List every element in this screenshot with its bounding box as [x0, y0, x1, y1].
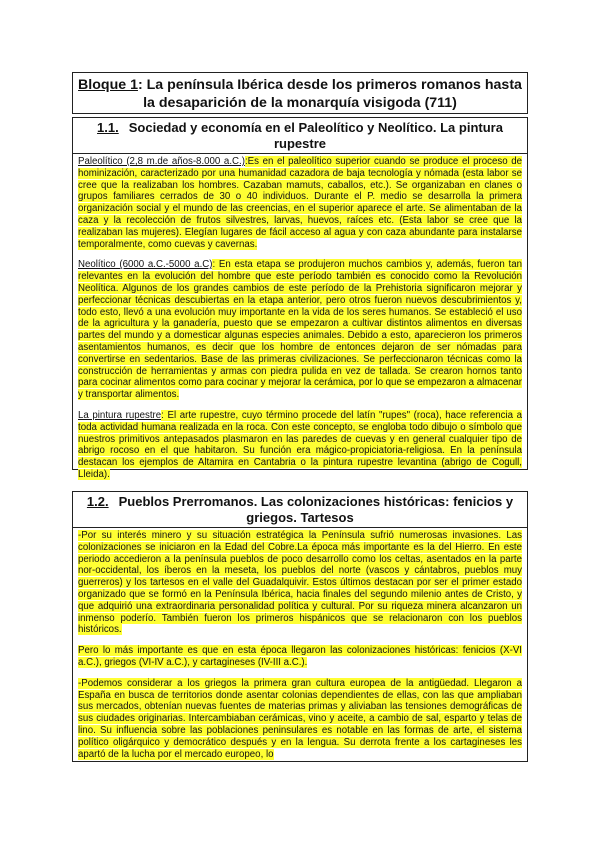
griegos-text: -Podemos considerar a los griegos la primera gran cultura europea de la antigüedad. Llegaron a España en busca de territorios donde asentar colonias dependientes de ellas, con las que ampliaban sus mercados, obtenían nuevas fuentes de materias primas y aliviaban las tensiones demográficas de sus ciudades originarias. Intercambiaban cerámicas, vino y aceite, a cambio de sal, esparto y telas de lino. Su influencia sobre las poblaciones peninsulares es notable en las formas de arte, el sistema político oligárquico y democrático después y en la lengua. Su derrota frente a los cartagineses les apartó de la lucha por el mercado europeo, lo [78, 677, 522, 760]
section-heading-text: Pueblos Prerromanos. Las colonizaciones históricas: fenicios y griegos. Tartesos [118, 494, 514, 525]
neolitico-text: : En esta etapa se produjeron muchos cambios y, además, fueron tan relevantes en la evolución del hombre que este período también es conocido como la Revolución Neolítica. Algunos de los grandes cambios de este período de la Prehistoria significaron mejorar y perfeccionar técnicas descubiertas en la etapa anterior, pero otros fueron nuevos descubrimientos y, todo esto, llevó a una evolución muy importante en la vida de los seres humanos. Se estableció el uso de la agricultura y la ganadería, puesto que se empezaron a cultivar distintos alimentos en diversas partes del mundo y a domesticar algunas especies animales. Debido a esto, aparecieron los primeros asentamientos humanos, es decir que los hombre de entonces dejaron de ser nómadas para convertirse en sedentarios. Base de las primeras civilizaciones. Se perfeccionaron técnicas como la construcción de herramientas y armas con piedra pulida en vez de tallada. Se crearon hornos tanto para cocinar alimentos como para cocinar y mejorar la cerámica, por lo que se empezaron a almacenar y transportar alimentos. [78, 259, 522, 401]
paragraph-paleolitico [78, 156, 522, 250]
section-body [73, 528, 527, 760]
paleolitico-text: :Es en el paleolítico superior cuando se produce el proceso de hominización, caracterizado por una humanidad cazadora de baja tecnología y nómada (esta labor se cree que la realizaban los hombres. Cazaban mamuts, caballos, etc.). Se organizaban en clanes o grupos familiares cerrados de 30 o 40 individuos. Durante el P. medio se desarrolla la primera organización social y el mundo de las creencias, en el superior aparece el arte. Se alimentaban de la caza y la recolección de frutos silvestres, larvas, huevos, raíces etc. (Esta labor se cree que la realizaban las mujeres). Elegían lugares de fácil acceso al agua y con caza abundante para instalarse temporalmente, como cuevas y cavernas. [78, 156, 522, 250]
block-label: Bloque 1 [78, 77, 138, 93]
section-pueblos-prerromanos [72, 491, 528, 762]
pintura-text: : El arte rupestre, cuyo término procede del latín "rupes" (roca), hace referencia a toda actividad humana realizada en la roca. Con este concepto, se engloba todo dibujo o símbolo que nuestros primitivos antepasados plasmaron en las paredes de cuevas y en general cualquier tipo de abrigo rocoso en el que habitaron. Su función era mágico-propiciatoria-religiosa. En la península destacan los ejemplos de Altamira en Cantabria o la pintura rupestre levantina (abrigo de Cogull, Lleida). [78, 409, 522, 480]
paragraph-neolitico [78, 259, 522, 401]
section-number: 1.1. [97, 120, 119, 135]
section-heading [73, 118, 527, 154]
paragraph-pintura-rupestre [78, 410, 522, 481]
section-number: 1.2. [86, 494, 109, 509]
section-body [73, 154, 527, 481]
paragraph-colonizaciones [78, 645, 522, 669]
paragraph-griegos [78, 678, 522, 761]
block-title [72, 72, 528, 114]
block-title-text: : La península Ibérica desde los primeros romanos hasta la desaparición de la monarquía visigoda (711) [137, 77, 522, 111]
colonizaciones-text: Pero lo más importante es que en esta época llegaron las colonizaciones históricas: fenicios (X-VI a.C.), griegos (VI-IV a.C.), y cartagineses (IV-III a.C.). [78, 645, 522, 668]
section-heading-text: Sociedad y economía en el Paleolítico y Neolítico. La pintura rupestre [128, 120, 503, 151]
neolitico-label: Neolítico (6000 a.C.-5000 a.C) [78, 259, 213, 271]
paragraph-invasiones [78, 530, 522, 636]
section-heading [73, 492, 527, 528]
invasiones-text: -Por su interés minero y su situación estratégica la Península sufrió numerosas invasiones. Las colonizaciones se iniciaron en la Edad del Cobre.La época más importante es la del Hierro. En este periodo accedieron a la península pueblos de poco desarrollo como los celtas, asentados en la parte nor-occidental, los íberos en la meseta, los pueblos del norte (vascos y cántabros, pueblos muy guerreros) y los tartesos en el valle del Guadalquivir. Estos últimos destacan por ser el primer estado organizado que se formó en la Península Ibérica, hacia finales del segundo milenio antes de Cristo, y que adquirió una extraordinaria personalidad política y cultural. Por su riqueza minera alcanzaron un inmenso poderío. También fueron los primeros hispánicos que se relacionaron con los pueblos históricos. [78, 530, 522, 636]
paleolitico-label: Paleolítico (2,8 m.de años-8.000 a.C.) [78, 156, 245, 167]
pintura-label: La pintura rupestre [78, 409, 162, 421]
section-paleolitico-neolitico [72, 117, 528, 480]
